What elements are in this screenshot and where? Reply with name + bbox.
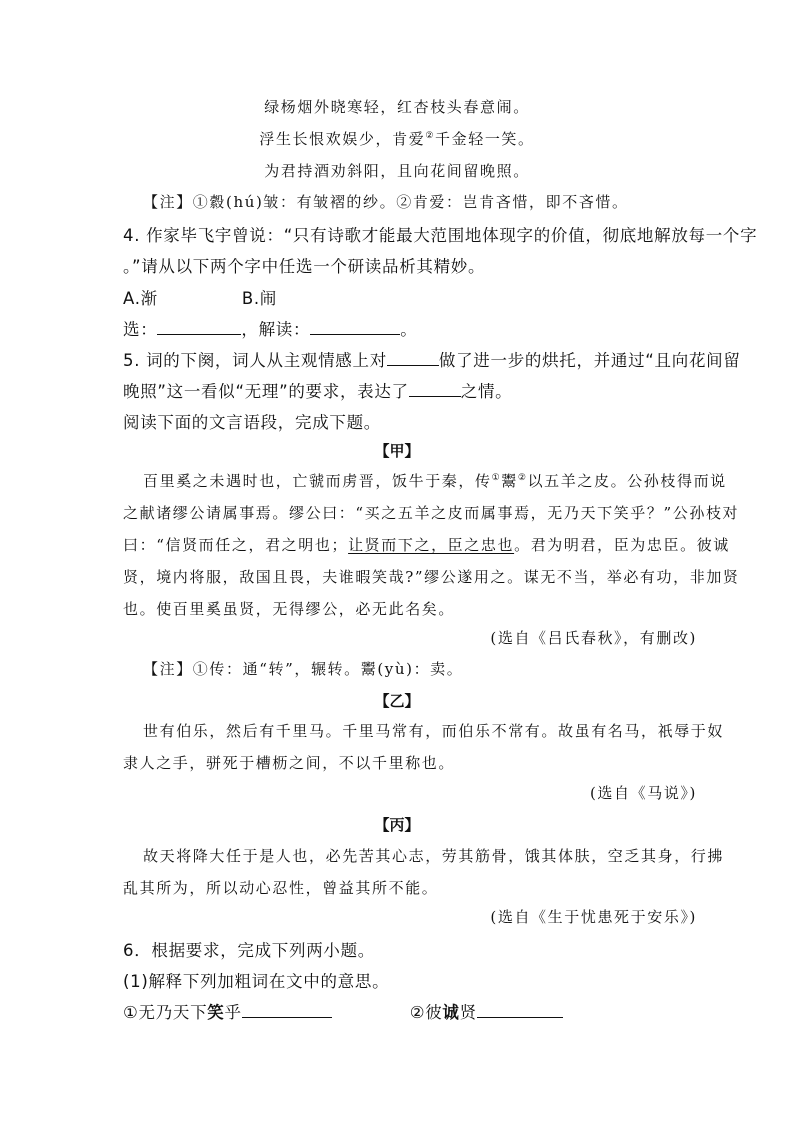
poem-note: 【注】①縠(hú)皱：有皱褶的纱。②肯爱：岂肯吝惜，即不吝惜。: [143, 193, 629, 211]
q5-line-1: 5. 词的下阕，词人从主观情感上对 做了进一步的烘托，并通过“且向花间留: [123, 351, 741, 370]
yi-p1: 世有伯乐，然后有千里马。千里马常有，而伯乐不常有。故虽有名马，祇辱于奴: [143, 722, 725, 740]
select-answer-field[interactable]: [157, 318, 241, 335]
q6-items: [123, 999, 697, 1023]
yi-title: 【乙】: [374, 692, 420, 710]
poem-line-1: 绿杨烟外晓寒轻，红杏枝头春意闹。: [264, 98, 530, 116]
yi-p2: 隶人之手，骈死于槽枥之间，不以千里称也。: [123, 754, 456, 772]
q6-line-2: (1)解释下列加粗词在文中的意思。: [123, 972, 390, 991]
yi-source: (选自《马说》): [589, 784, 697, 802]
q5-blank-2[interactable]: [409, 380, 461, 397]
q5-line-2: 晚照”这一看似“无理”的要求，表达了 之情。: [123, 382, 513, 401]
q6-item-1-answer[interactable]: [242, 1001, 332, 1018]
bing-p2: 乱其所为，所以动心忍性，曾益其所不能。: [123, 879, 439, 897]
q4-options: [123, 285, 697, 309]
q5-blank-1[interactable]: [387, 349, 439, 366]
q4-answer-line: 选： ，解读： 。: [123, 320, 418, 339]
jia-p3: 曰：“信贤而任之，君之明也；让贤而下之，臣之忠也。君为明君，臣为忠臣。彼诚: [123, 536, 730, 554]
q6-item-2-answer[interactable]: [477, 1001, 563, 1018]
jia-title: 【甲】: [374, 442, 420, 460]
q6-line-1: 6．根据要求，完成下列两小题。: [123, 941, 375, 960]
jia-source: (选自《吕氏春秋》，有删改): [490, 629, 697, 647]
q6-item-1: ①无乃天下笑乎: [123, 1003, 332, 1022]
interpret-answer-field[interactable]: [310, 318, 400, 335]
poem-line-3: 为君持酒劝斜阳，且向花间留晚照。: [264, 162, 530, 180]
bing-source: (选自《生于忧患死于安乐》): [490, 908, 697, 926]
jia-p5: 也。使百里奚虽贤，无得缪公，必无此名矣。: [123, 600, 456, 618]
jia-p4: 贤，境内将服，敌国且畏，夫谁暇笑哉?”缪公遂用之。谋无不当，举必有功，非加贤: [123, 568, 740, 586]
q6-item-2: ②彼诚贤: [410, 1003, 563, 1022]
option-a: A.渐: [123, 289, 158, 308]
poem-line-2: 浮生长恨欢娱少，肯爱②千金轻一笑。: [259, 130, 535, 148]
q4-line-1: 4. 作家毕飞宇曾说：“只有诗歌才能最大范围地体现字的价值，彻底地解放每一个字: [123, 226, 758, 245]
underlined-sentence: 让贤而下之，臣之忠也: [348, 536, 515, 554]
option-b: B.闹: [241, 289, 278, 308]
jia-note: 【注】①传：通“转”，辗转。鬻(yù)：卖。: [143, 660, 464, 678]
jia-p1: 百里奚之未遇时也，亡虢而虏晋，饭牛于秦，传①鬻②以五羊之皮。公孙枝得而说: [143, 472, 727, 490]
reading-intro: 阅读下面的文言语段，完成下题。: [123, 413, 381, 432]
bing-p1: 故天将降大任于是人也，必先苦其心志，劳其筋骨，饿其体肤，空乏其身，行拂: [143, 847, 725, 865]
jia-p2: 之献诸缪公请属事焉。缪公曰：“买之五羊之皮而属事焉，无乃天下笑乎？”公孙枝对: [123, 504, 740, 522]
q4-line-2: 。”请从以下两个字中任选一个研读品析其精妙。: [123, 257, 486, 276]
bing-title: 【丙】: [374, 816, 420, 834]
